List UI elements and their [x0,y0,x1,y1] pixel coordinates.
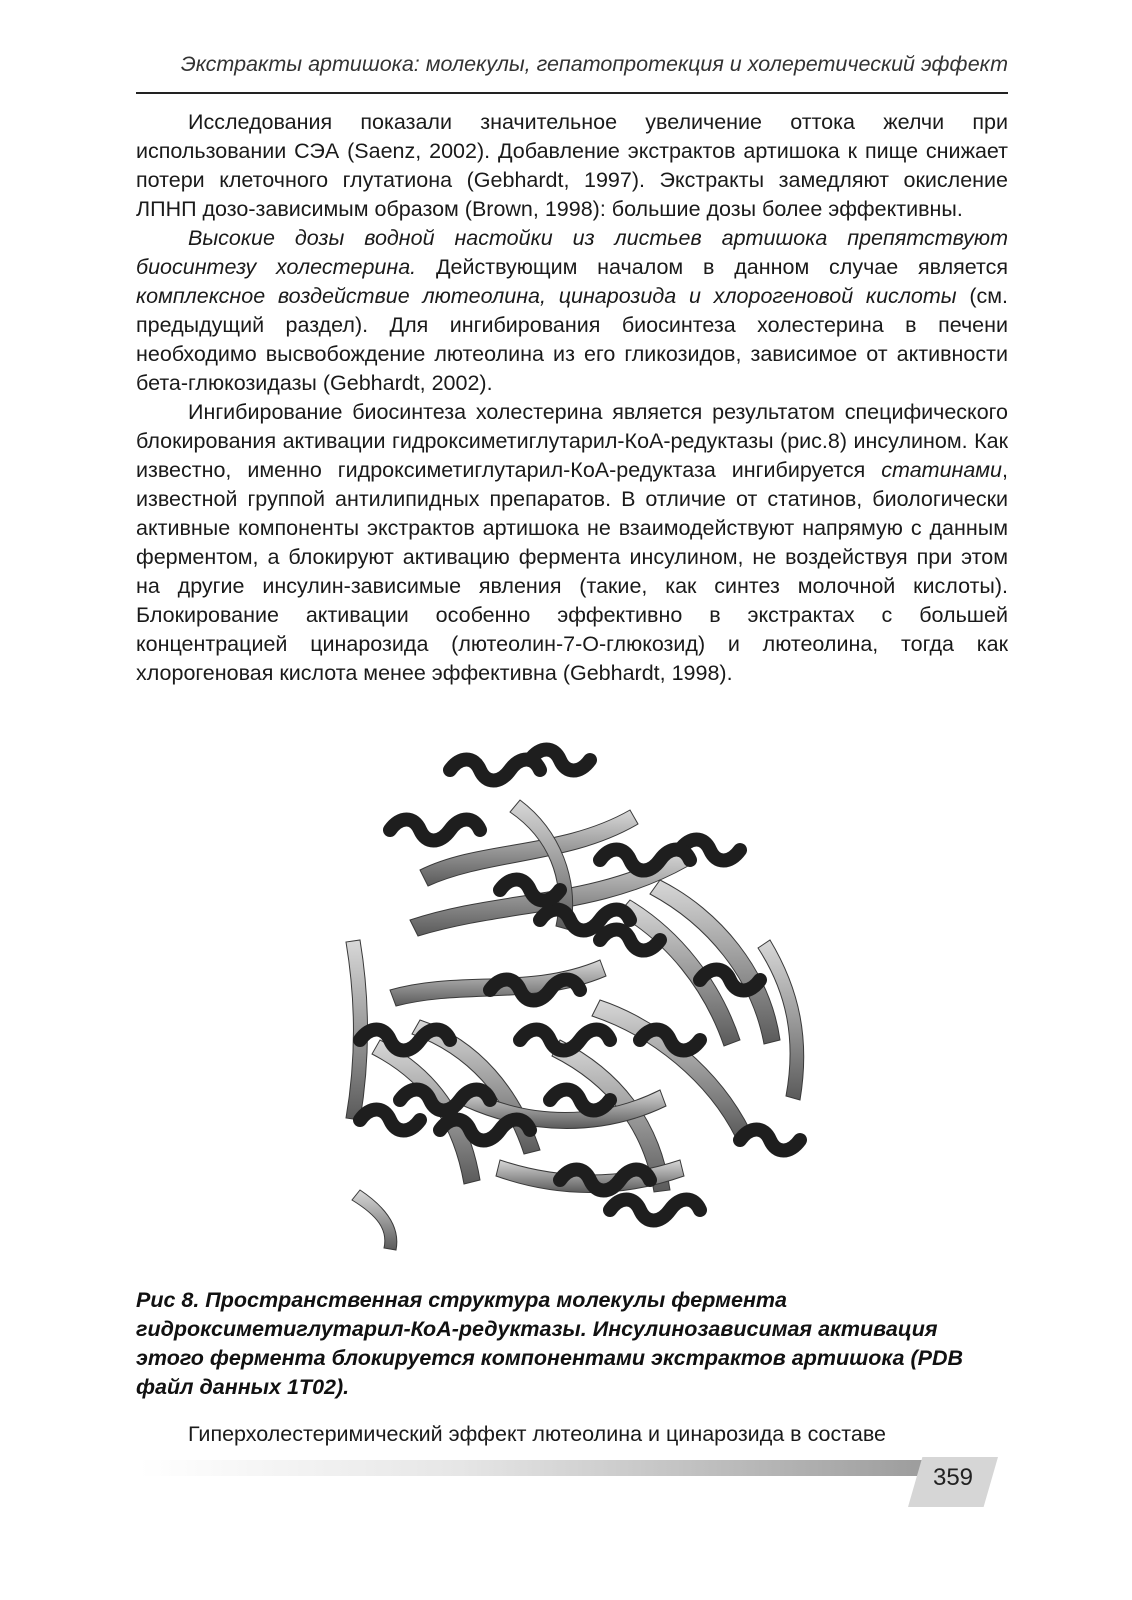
paragraph-3-text-b: , известной группой антилипидных препаратов. В отличие от статинов, биологически активные компоненты экстрактов артишока не взаимодействуют напрямую с данным ферментом, а блокируют активацию фермента инсулином, не воздействуя при этом на другие инсулин-зависимые явления (такие, как синтез молочной кислоты). Блокирование активации особенно эффективно в экстрактах с большей концентрацией цинарозида (лютеолин-7-О-глюкозид) и лютеолина, тогда как хлорогеновая кислота менее эффективна (Gebhardt, 1998). [136,458,1008,685]
protein-structure-figure [300,740,840,1270]
footer-gradient-bar [140,1460,940,1476]
paragraph-3-text-a: Ингибирование биосинтеза холестерина является результатом специфического блокирования активации гидроксиметиглутарил-КоА-редуктазы (рис.8) инсулином. Как известно, именно гидроксиметиглутарил-КоА-редуктаза ингибируется [136,400,1008,482]
paragraph-2 [136,224,1008,398]
protein-ribbon-image [300,740,840,1270]
paragraph-2-text-a: Действующим началом в данном случае является [416,255,1008,279]
running-header: Экстракты артишока: молекулы, гепатопротекция и холеретический эффект [180,52,1008,76]
paragraph-2-italic-b: комплексное воздействие лютеолина, цинарозида и хлорогеновой кислоты [136,284,957,308]
header-rule [136,92,1008,94]
figure-caption: Рис 8. Пространственная структура молекулы фермента гидроксиметиглутарил-КоА-редуктазы. Инсулинозависимая активация этого фермента блокируется компонентами экстрактов артишока (PDB файл данных 1T02). [136,1288,963,1399]
paragraph-2-text-b: (см. предыдущий раздел). Для ингибирования биосинтеза холестерина в печени необходимо высвобождение лютеолина из его гликозидов, зависимое от активности бета-глюкозидазы (Gebhardt, 2002). [136,284,1009,395]
body-text [136,108,1008,688]
paragraph-3 [136,398,1008,688]
paragraph-2-italic-a: Высокие дозы водной настойки из листьев артишока препятствуют биосинтезу холестерина. [136,226,1008,279]
paragraph-1: Исследования показали значительное увеличение оттока желчи при использовании СЭА (Saenz, 2002). Добавление экстрактов артишока к пище снижает потери клеточного глутатиона (Gebhardt, 1997). Экстракты замедляют окисление ЛПНП дозо-зависимым образом (Brown, 1998): большие дозы более эффективны. [136,110,1008,221]
paragraph-3-italic: статинами [881,458,1003,482]
paragraph-4: Гиперхолестеримический эффект лютеолина и цинарозида в составе [188,1422,886,1446]
page-number: 359 [932,1464,974,1491]
